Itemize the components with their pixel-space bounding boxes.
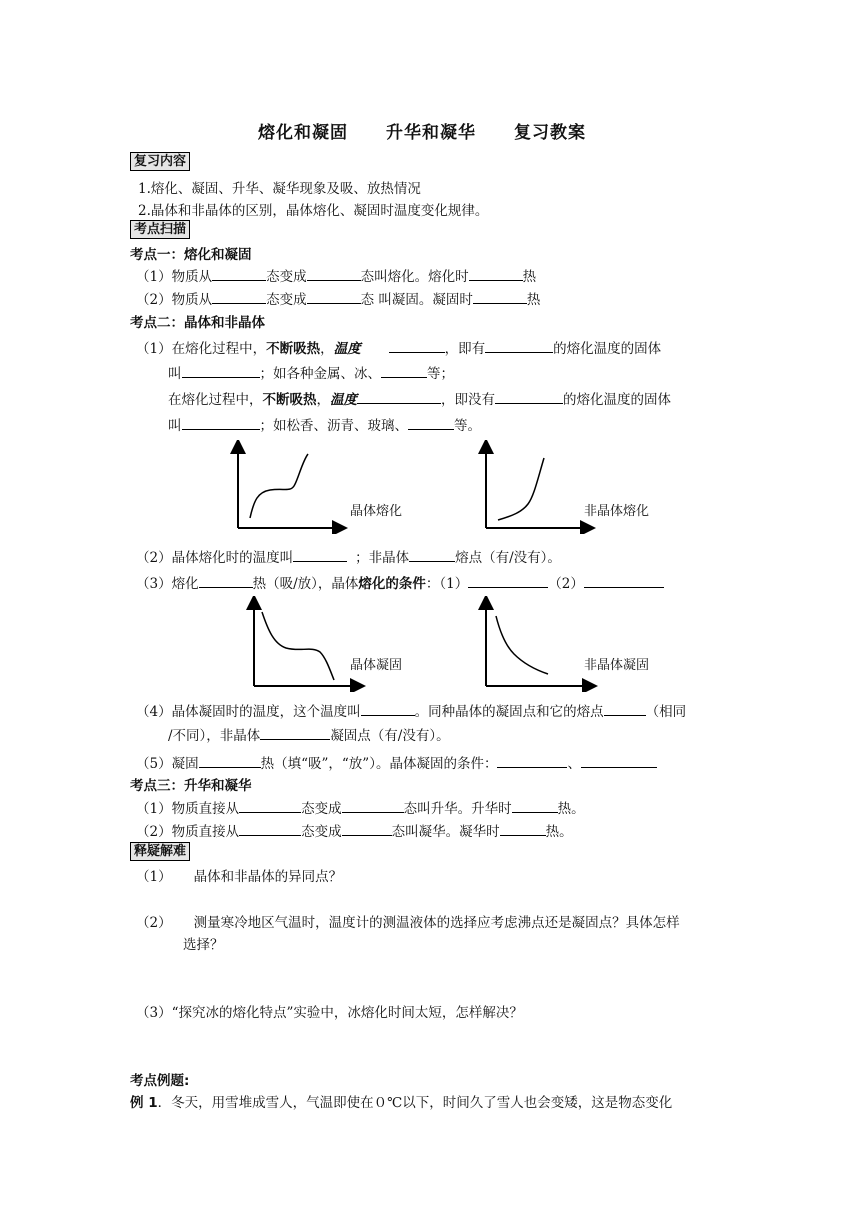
kp2-para1-line-d	[168, 414, 481, 434]
blank	[239, 799, 301, 813]
text: ；非晶体	[355, 550, 410, 566]
blank	[581, 754, 657, 768]
text: （1）物质从	[136, 269, 213, 285]
blank	[307, 267, 361, 281]
blank	[293, 548, 347, 562]
question-2	[136, 911, 680, 931]
text: ，	[320, 341, 334, 357]
section-scan: 考点扫描	[130, 220, 190, 239]
blank	[469, 267, 523, 281]
text: 态叫凝华。凝华时	[391, 824, 500, 840]
kp2-para1-line-b	[168, 362, 454, 382]
text: （4）晶体凝固时的温度，这个温度叫	[136, 704, 361, 720]
blank	[584, 574, 664, 588]
section-review-content: 复习内容	[130, 152, 190, 171]
kp2-para4-line-a	[136, 700, 686, 720]
page-title	[258, 118, 586, 143]
text: 叫	[168, 366, 182, 382]
text: 态变成	[301, 824, 342, 840]
text: ，即有	[444, 341, 486, 357]
blank	[485, 339, 553, 353]
text: 热（填“吸”，“放”）。晶体凝固的条件：	[260, 756, 498, 772]
question-text: 测量寒冷地区气温时，温度计的测温液体的选择应考虑沸点还是凝固点？具体怎样	[193, 915, 680, 931]
kp2-heading: 考点二：晶体和非晶体	[130, 315, 265, 331]
example-text: ．冬天，用雪堆成雪人，气温即使在０℃以下，时间久了雪人也会变矮，这是物态变化	[157, 1095, 673, 1111]
emphasis: 不断吸热	[266, 341, 321, 357]
graph-caption-crystal-solidification: 晶体凝固	[350, 658, 403, 673]
text: 叫	[168, 418, 182, 434]
kp2-para5	[136, 752, 657, 772]
text: 态变成	[266, 292, 307, 308]
text: 。同种晶体的凝固点和它的熔点	[414, 704, 604, 720]
blank	[357, 390, 441, 404]
kp3-line-1	[136, 797, 585, 817]
text: 在熔化过程中，	[168, 392, 263, 408]
kp2-para3	[136, 572, 664, 592]
blank	[199, 754, 261, 768]
kp3-line-2	[136, 820, 573, 840]
text: 热	[522, 269, 537, 285]
text: 态变成	[266, 269, 307, 285]
kp1-line-1	[136, 265, 536, 285]
text: （相同	[645, 704, 687, 720]
blank	[182, 364, 260, 378]
text: （2）物质直接从	[136, 824, 240, 840]
blank	[182, 416, 260, 430]
kp2-para1-line-c	[168, 388, 671, 408]
blank	[381, 364, 427, 378]
text: （2）	[548, 576, 584, 592]
blank	[212, 290, 266, 304]
question-1	[136, 865, 342, 885]
example-label: 例 1	[130, 1095, 158, 1111]
text: （5）凝固	[136, 756, 199, 772]
graph-caption-crystal-melting: 晶体熔化	[350, 504, 403, 519]
blank	[468, 574, 548, 588]
blank	[408, 416, 454, 430]
title-part-2: 升华和凝华	[386, 123, 476, 143]
blank	[342, 822, 392, 836]
text: 态叫熔化。熔化时	[360, 269, 469, 285]
blank	[342, 799, 404, 813]
text: 热。	[557, 801, 585, 817]
title-part-3: 复习教案	[514, 123, 586, 143]
section-doubt: 释疑解难	[130, 842, 190, 861]
blank	[473, 290, 527, 304]
text: ；如各种金属、冰、	[259, 366, 381, 382]
graph-crystal-solidification	[246, 596, 366, 692]
text: 态叫升华。升华时	[403, 801, 512, 817]
text: 的熔化温度的固体	[563, 392, 671, 408]
blank	[409, 548, 455, 562]
text: 态变成	[301, 801, 342, 817]
blank	[260, 726, 330, 740]
text: /不同），非晶体	[168, 728, 261, 744]
text: ：（1）	[425, 576, 469, 592]
blank	[307, 290, 361, 304]
kp1-line-2	[136, 288, 540, 308]
text: 态 叫凝固。凝固时	[360, 292, 473, 308]
blank	[239, 822, 301, 836]
kp2-para4-line-b	[168, 724, 450, 744]
question-2-cont: 选择？	[183, 937, 224, 953]
question-3: （3）“探究冰的熔化特点”实验中，冰熔化时间太短，怎样解决？	[136, 1005, 523, 1021]
emphasis: 温度	[333, 341, 361, 357]
text: 熔点（有/没有）。	[455, 550, 561, 566]
kp2-para2	[136, 546, 561, 566]
question-number: （1）	[136, 869, 172, 885]
text: ；如松香、沥青、玻璃、	[259, 418, 408, 434]
text: 等。	[454, 418, 481, 434]
text: （2）晶体熔化时的温度叫	[136, 550, 294, 566]
text: ，即没有	[441, 392, 495, 408]
text: 热	[526, 292, 541, 308]
graph-amorphous-melting	[476, 440, 596, 534]
graph-amorphous-solidification	[478, 596, 598, 692]
blank	[199, 574, 253, 588]
review-item-1: 1.熔化、凝固、升华、凝华现象及吸、放热情况	[138, 181, 421, 197]
text: 凝固点（有/没有）。	[330, 728, 450, 744]
text: 热。	[545, 824, 573, 840]
section-examples: 考点例题:	[130, 1073, 190, 1089]
text: 热（吸/放），晶体	[252, 576, 359, 592]
text: （1）物质直接从	[136, 801, 240, 817]
question-number: （2）	[136, 915, 172, 931]
blank	[512, 799, 558, 813]
example-1	[130, 1091, 672, 1111]
blank	[495, 390, 563, 404]
blank	[500, 822, 546, 836]
graph-crystal-melting	[228, 440, 348, 534]
graph-caption-amorphous-solidification: 非晶体凝固	[584, 658, 650, 673]
kp2-para1-line-a	[136, 337, 661, 357]
text: 等；	[427, 366, 454, 382]
emphasis: 熔化的条件	[358, 576, 426, 592]
blank	[212, 267, 266, 281]
text: ，	[316, 392, 330, 408]
text: （1）在熔化过程中，	[136, 341, 267, 357]
text: （3）熔化	[136, 576, 199, 592]
text: （2）物质从	[136, 292, 213, 308]
emphasis: 不断吸热	[262, 392, 317, 408]
emphasis: 温度	[330, 392, 357, 408]
blank	[361, 702, 415, 716]
text: 、	[567, 756, 581, 772]
kp1-heading: 考点一：熔化和凝固	[130, 247, 252, 263]
review-item-2: 2.晶体和非晶体的区别，晶体熔化、凝固时温度变化规律。	[138, 203, 489, 219]
question-text: 晶体和非晶体的异同点？	[193, 869, 343, 885]
title-part-1: 熔化和凝固	[258, 123, 348, 143]
blank	[604, 702, 646, 716]
blank	[497, 754, 567, 768]
graph-caption-amorphous-melting: 非晶体熔化	[584, 504, 650, 519]
kp3-heading: 考点三：升华和凝华	[130, 778, 252, 794]
blank	[389, 339, 445, 353]
text: 的熔化温度的固体	[553, 341, 662, 357]
